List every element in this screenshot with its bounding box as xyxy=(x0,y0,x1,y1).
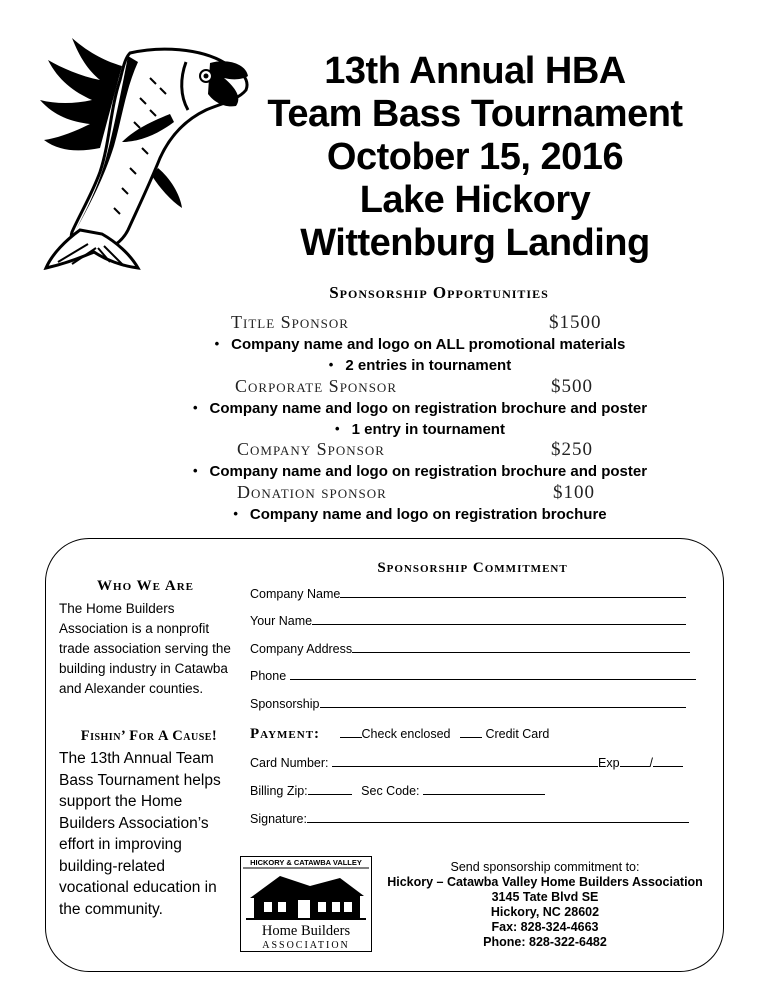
tier-name: Company Sponsor xyxy=(237,439,385,459)
payment-row xyxy=(250,726,549,743)
commitment-heading: Sponsorship Commitment xyxy=(377,560,568,576)
your-name-line[interactable] xyxy=(312,613,686,625)
exp-year-line[interactable] xyxy=(653,755,683,767)
signature-field[interactable] xyxy=(250,811,689,826)
send-fax: Fax: 828-324-4663 xyxy=(491,920,599,934)
send-phone: Phone: 828-322-6482 xyxy=(483,935,607,949)
field-label: Your Name xyxy=(250,614,313,628)
title-line: October 15, 2016 xyxy=(326,136,624,178)
company-address-field[interactable] xyxy=(250,641,690,656)
title-line: Team Bass Tournament xyxy=(267,93,683,135)
hba-logo xyxy=(240,856,372,952)
exp-separator: / xyxy=(649,756,654,770)
send-intro: Send sponsorship commitment to: xyxy=(450,860,640,874)
field-label: Billing Zip: xyxy=(250,784,308,798)
tier-benefit: • Company name and logo on registration brochure xyxy=(0,506,768,523)
field-label: Signature: xyxy=(250,812,307,826)
tier-benefit: • Company name and logo on ALL promotional materials xyxy=(0,336,768,353)
sec-code-label: Sec Code: xyxy=(361,784,420,798)
tier-name: Title Sponsor xyxy=(231,312,349,332)
check-enclosed-checkbox[interactable] xyxy=(340,726,362,738)
field-label: Company Address xyxy=(250,642,353,656)
tier-benefit: • 1 entry in tournament xyxy=(0,421,768,438)
fishin-text: The 13th Annual Team Bass Tournament helps support the Home Builders Association’s effort in improving building-related vocational education in the community. xyxy=(59,750,221,918)
title-line: 13th Annual HBA xyxy=(324,50,626,92)
send-street: 3145 Tate Blvd SE xyxy=(491,890,599,904)
check-option-label: Check enclosed xyxy=(361,727,451,741)
card-number-line[interactable] xyxy=(332,755,598,767)
field-label: Card Number: xyxy=(250,756,329,770)
field-label: Company Name xyxy=(250,587,341,601)
your-name-field[interactable] xyxy=(250,613,686,628)
tier-benefit: • Company name and logo on registration brochure and poster xyxy=(0,463,768,480)
credit-option-label: Credit Card xyxy=(485,727,550,741)
fishin-heading: Fishin’ For A Cause! xyxy=(80,728,218,744)
company-name-line[interactable] xyxy=(340,586,686,598)
tier-name: Corporate Sponsor xyxy=(235,376,397,396)
who-we-are-heading: Who We Are xyxy=(97,578,194,594)
tier-benefit: • 2 entries in tournament xyxy=(0,357,768,374)
tier-price: $100 xyxy=(553,482,595,503)
sec-code-line[interactable] xyxy=(423,783,545,795)
phone-line[interactable] xyxy=(290,668,696,680)
sponsorship-line[interactable] xyxy=(320,696,686,708)
logo-main-text: Home Builders xyxy=(261,923,351,939)
billing-zip-field[interactable] xyxy=(250,783,545,798)
opportunities-heading: Sponsorship Opportunities xyxy=(329,283,549,302)
field-label: Sponsorship xyxy=(250,697,320,711)
send-to-block xyxy=(378,860,712,950)
logo-sub-text: ASSOCIATION xyxy=(262,940,350,951)
tier-price: $500 xyxy=(551,376,593,397)
title-line: Lake Hickory xyxy=(359,179,591,221)
company-name-field[interactable] xyxy=(250,586,686,601)
tier-benefit: • Company name and logo on registration brochure and poster xyxy=(0,400,768,417)
sponsorship-field[interactable] xyxy=(250,696,686,711)
billing-zip-line[interactable] xyxy=(308,783,352,795)
company-address-line[interactable] xyxy=(352,641,690,653)
exp-label: Exp xyxy=(597,756,620,770)
signature-line[interactable] xyxy=(307,811,689,823)
tier-price: $1500 xyxy=(549,312,602,333)
credit-card-checkbox[interactable] xyxy=(460,726,482,738)
field-label: Phone xyxy=(250,669,287,683)
payment-label: Payment: xyxy=(250,726,321,742)
tier-name: Donation sponsor xyxy=(237,482,387,502)
title-line: Wittenburg Landing xyxy=(300,222,650,264)
event-title xyxy=(240,50,710,265)
send-org: Hickory – Catawba Valley Home Builders Association xyxy=(387,875,703,889)
tier-price: $250 xyxy=(551,439,593,460)
card-number-field[interactable] xyxy=(250,755,683,770)
exp-month-line[interactable] xyxy=(620,755,650,767)
logo-top-text: HICKORY & CATAWBA VALLEY xyxy=(250,858,362,867)
who-we-are-text: The Home Builders Association is a nonprofit trade association serving the building industry in Catawba and Alexander counties. xyxy=(59,601,231,696)
bass-fish-illustration xyxy=(10,18,250,270)
send-city: Hickory, NC 28602 xyxy=(490,905,600,919)
phone-field[interactable] xyxy=(250,668,696,683)
